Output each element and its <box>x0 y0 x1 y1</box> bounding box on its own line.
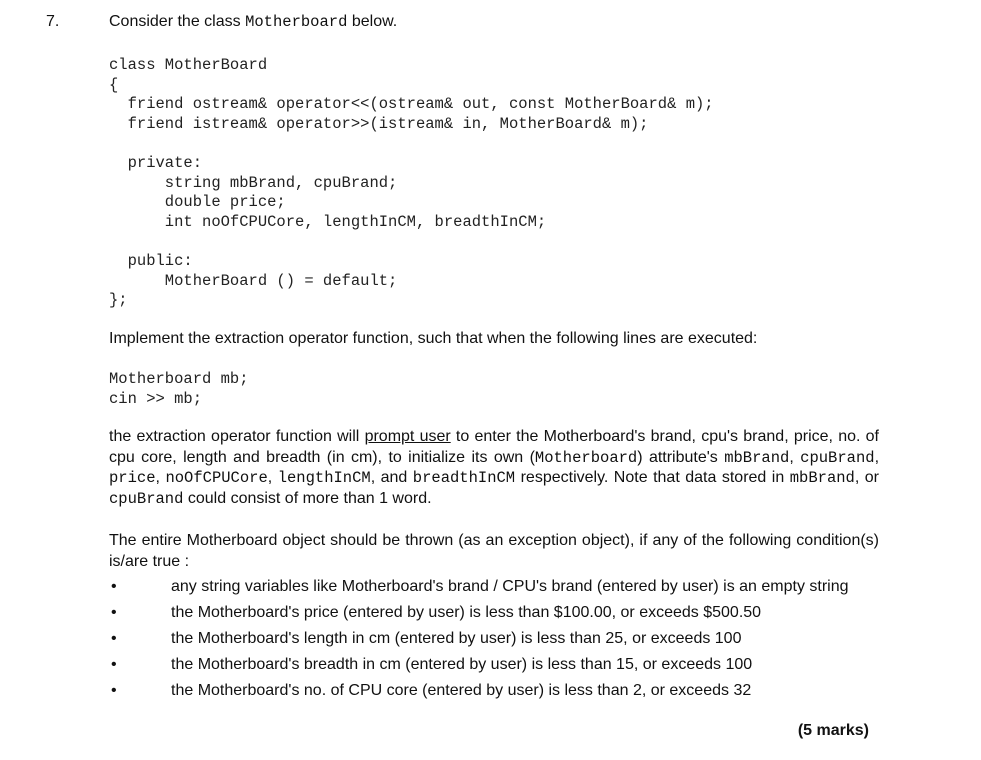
description-paragraph <box>109 427 879 510</box>
code-motherboard: Motherboard <box>534 448 638 467</box>
code-mbbrand: mbBrand <box>789 469 855 488</box>
implement-instruction: Implement the extraction operator function, such that when the following lines are executed: <box>109 330 758 347</box>
intro-text: Consider the class <box>109 13 246 30</box>
desc-text: the extraction operator function will <box>109 428 365 445</box>
desc-text: , <box>155 469 166 487</box>
code-noofcpucore: noOfCPUCore <box>165 469 268 488</box>
code-mbbrand: mbBrand <box>724 448 790 467</box>
usage-code-block: Motherboard mb; cin >> mb; <box>109 370 249 408</box>
list-item <box>109 629 879 649</box>
condition-text: any string variables like Motherboard's brand / CPU's brand (entered by user) is an empty string <box>171 578 849 595</box>
question-intro <box>109 13 397 31</box>
condition-text: the Motherboard's no. of CPU core (entered by user) is less than 2, or exceeds 32 <box>171 682 752 699</box>
list-item <box>109 681 879 701</box>
code-lengthincm: lengthInCM <box>277 469 371 488</box>
condition-text: the Motherboard's length in cm (entered by user) is less than 25, or exceeds 100 <box>171 630 742 647</box>
desc-text: ) attribute's <box>637 448 725 466</box>
desc-text: , and <box>370 469 413 487</box>
desc-text: respectively. Note that data stored in <box>515 469 790 487</box>
list-item <box>109 655 879 675</box>
question-number: 7. <box>46 13 60 30</box>
conditions-list <box>109 577 879 707</box>
desc-text: , <box>267 469 278 487</box>
desc-text: , <box>789 448 801 466</box>
desc-text: could consist of more than 1 word. <box>183 490 432 508</box>
throw-condition-intro: The entire Motherboard object should be thrown (as an exception object), if any of the following condition(s) is/are true : <box>109 532 879 570</box>
marks-label: (5 marks) <box>797 722 869 739</box>
code-price: price <box>109 469 156 488</box>
bullet-icon: • <box>111 578 117 595</box>
class-code-block: class MotherBoard { friend ostream& operator<<(ostream& out, const MotherBoard& m); friend istream& operator>>(istream& in, MotherBoard& m); private: string mbBrand, cpuBrand; double price; int noOfCPUCore, lengthInCM, breadthInCM; public: MotherBoard () = default; }; <box>109 56 714 310</box>
desc-text: to enter the Motherboard's brand, cpu's brand, price, no. of cpu core, length and breadth (in cm), to initialize its own ( <box>109 428 880 466</box>
bullet-icon: • <box>111 656 117 673</box>
bullet-icon: • <box>111 604 117 621</box>
prompt-user-underlined: prompt user <box>364 428 451 445</box>
bullet-icon: • <box>111 682 117 699</box>
code-breadthincm: breadthInCM <box>412 469 516 488</box>
desc-text: , <box>874 448 880 466</box>
code-cpubrand: cpuBrand <box>109 490 184 509</box>
intro-class-name: Motherboard <box>245 13 348 31</box>
list-item <box>109 603 879 623</box>
intro-suffix: below. <box>347 13 398 30</box>
condition-text: the Motherboard's breadth in cm (entered by user) is less than 15, or exceeds 100 <box>171 656 753 673</box>
bullet-icon: • <box>111 630 117 647</box>
list-item <box>109 577 879 597</box>
condition-text: the Motherboard's price (entered by user) is less than $100.00, or exceeds $500.50 <box>171 604 762 621</box>
code-cpubrand: cpuBrand <box>800 448 875 467</box>
desc-text: , or <box>854 469 880 487</box>
